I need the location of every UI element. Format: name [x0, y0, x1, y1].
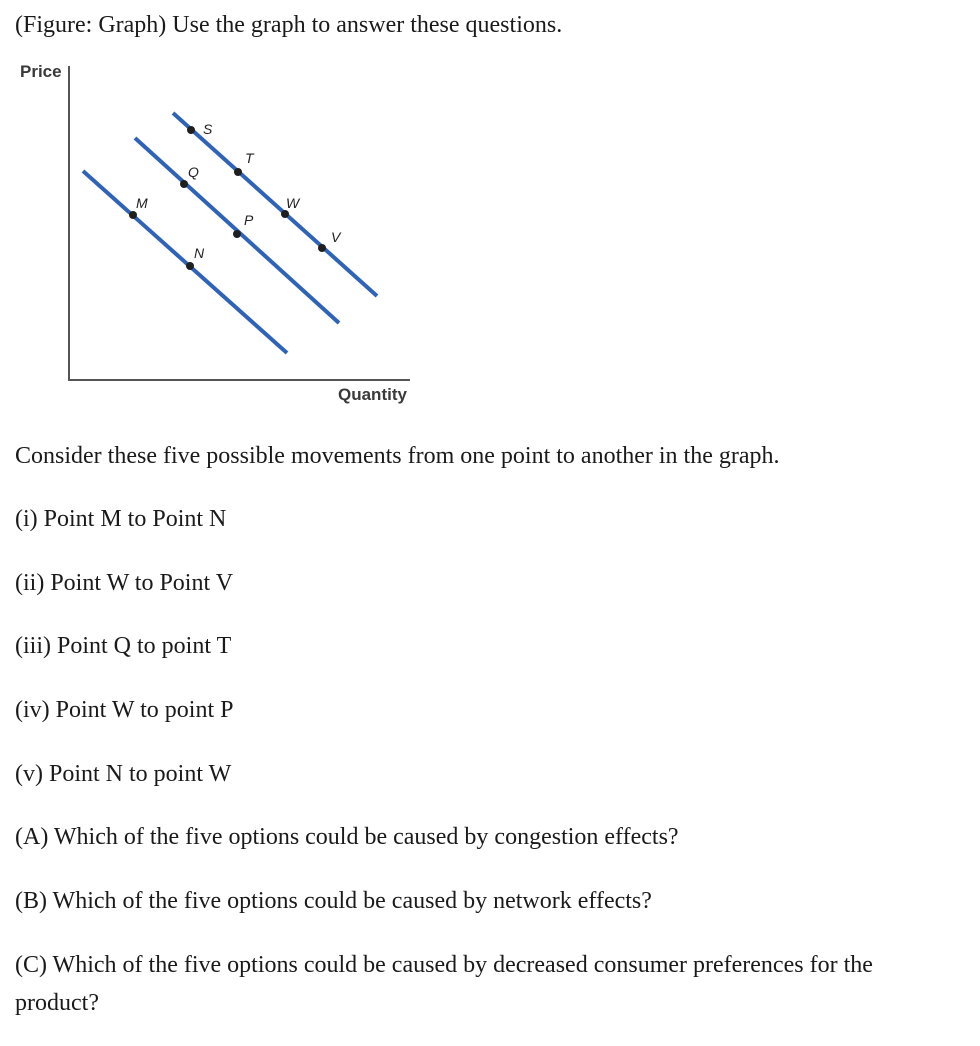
y-axis-label: Price — [20, 62, 62, 81]
option-i: (i) Point M to Point N — [15, 506, 227, 532]
point-p — [233, 230, 241, 238]
intro-text: (Figure: Graph) Use the graph to answer these questions. — [15, 12, 563, 38]
label-t: T — [245, 150, 254, 166]
demand-graph — [0, 0, 440, 420]
label-n: N — [194, 245, 205, 261]
demand-curve-3 — [173, 113, 377, 296]
point-w — [281, 210, 289, 218]
option-ii: (ii) Point W to Point V — [15, 570, 234, 596]
question-b: (B) Which of the five options could be caused by network effects? — [15, 888, 652, 914]
consider-text: Consider these five possible movements from one point to another in the graph. — [15, 443, 780, 469]
question-a: (A) Which of the five options could be caused by congestion effects? — [15, 824, 679, 850]
point-s — [187, 126, 195, 134]
label-v: V — [331, 229, 341, 245]
point-m — [129, 211, 137, 219]
point-v — [318, 244, 326, 252]
graph-axes — [69, 66, 410, 380]
label-p: P — [244, 212, 254, 228]
point-q — [180, 180, 188, 188]
option-v: (v) Point N to point W — [15, 761, 232, 787]
label-s: S — [203, 121, 213, 137]
option-iv: (iv) Point W to point P — [15, 697, 234, 723]
demand-curve-1 — [83, 171, 287, 353]
x-axis-label: Quantity — [338, 385, 407, 404]
label-m: M — [136, 195, 148, 211]
label-q: Q — [188, 164, 199, 180]
point-t — [234, 168, 242, 176]
label-w: W — [286, 195, 300, 211]
question-c: (C) Which of the five options could be caused by decreased consumer preferences for the product? — [15, 952, 873, 1016]
point-n — [186, 262, 194, 270]
option-iii: (iii) Point Q to point T — [15, 633, 232, 659]
